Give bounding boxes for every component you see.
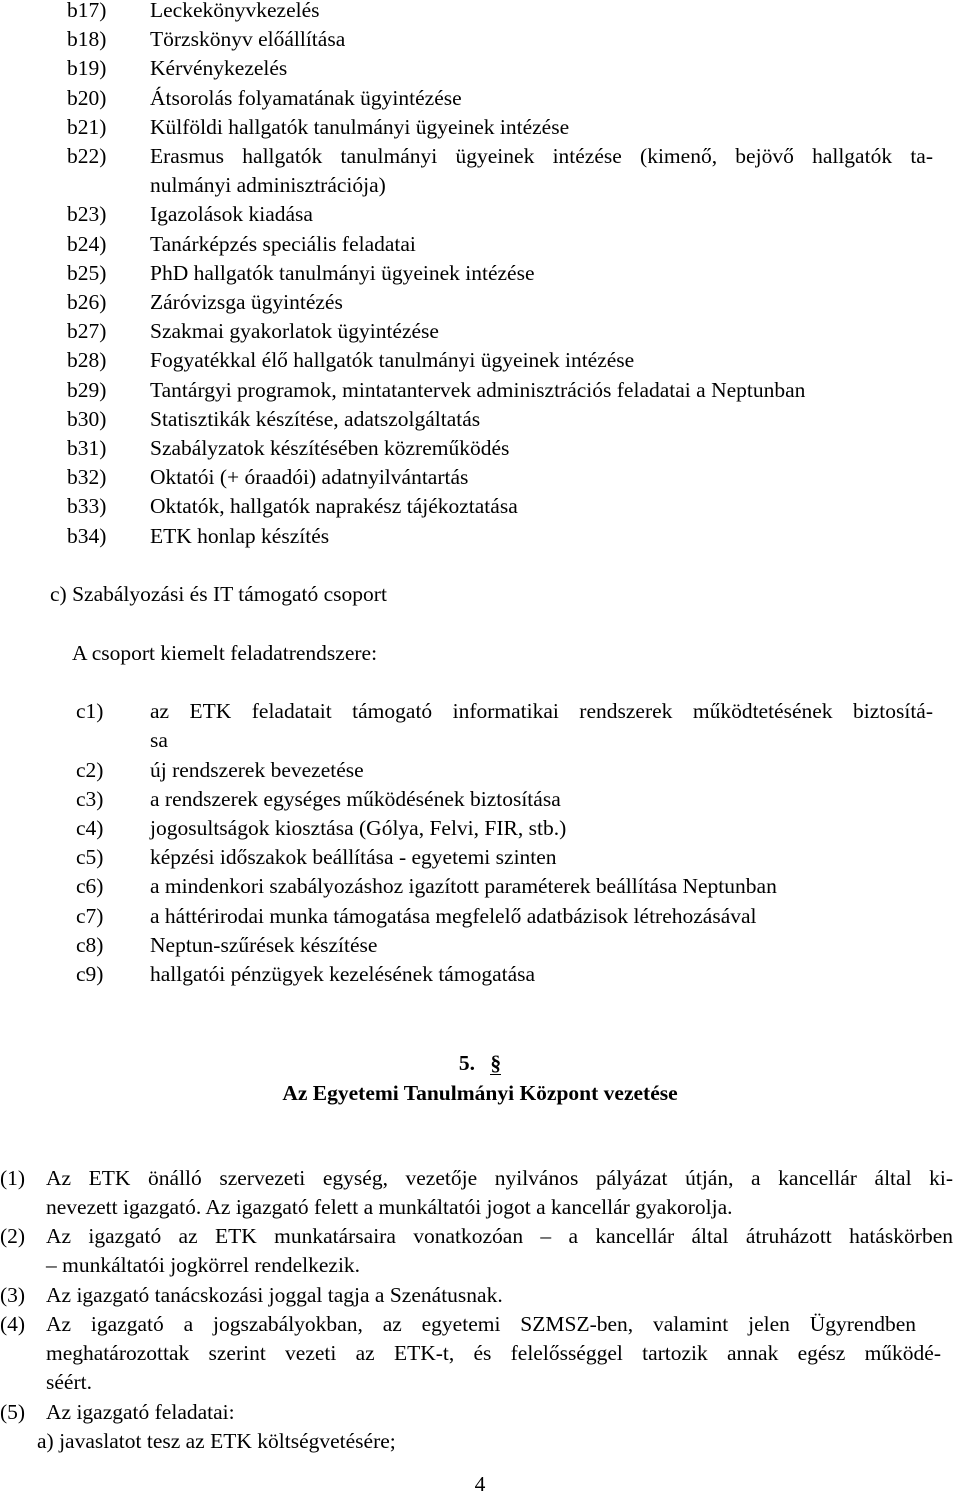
list-item-text: Neptun-szűrések készítése [150, 933, 378, 957]
section-number: 5. [458, 1051, 475, 1075]
list-item-text: Erasmus hallgatók tanulmányi ügyeinek intézése (kimenő, bejövő hallgatók ta- [150, 144, 933, 168]
list-item-text: Külföldi hallgatók tanulmányi ügyeinek intézése [150, 115, 570, 139]
paragraph-label: (3) [0, 1283, 26, 1307]
list-item-text: Fogyatékkal élő hallgatók tanulmányi ügyeinek intézése [150, 348, 635, 372]
list-item-label: c8) [76, 933, 104, 957]
list-item-text-continuation: nulmányi adminisztrációja) [150, 173, 386, 197]
list-item-label: b24) [67, 232, 107, 256]
list-item-text-continuation: sa [150, 728, 168, 752]
paragraph-label: (1) [0, 1166, 26, 1190]
list-item-label: b25) [67, 261, 107, 285]
paragraph-line: Az ETK önálló szervezeti egység, vezetője nyilvános pályázat útján, a kancellár által ki- [46, 1166, 953, 1190]
list-item-text: Szakmai gyakorlatok ügyintézése [150, 319, 439, 343]
list-item-label: b21) [67, 115, 107, 139]
list-item-label: b33) [67, 494, 107, 518]
paragraph-line: Az igazgató tanácskozási joggal tagja a Szenátusnak. [46, 1283, 503, 1307]
list-item-label: c2) [76, 758, 104, 782]
list-item-label: b17) [67, 0, 107, 22]
section-5-number [0, 1049, 960, 1078]
list-item-label: c7) [76, 904, 104, 928]
list-item-label: b28) [67, 348, 107, 372]
list-item-label: b29) [67, 378, 107, 402]
section-c-heading: c) Szabályozási és IT támogató csoport [50, 582, 387, 606]
list-item-text: Oktatói (+ óraadói) adatnyilvántartás [150, 465, 469, 489]
list-item-text: Záróvizsga ügyintézés [150, 290, 343, 314]
list-item-label: b30) [67, 407, 107, 431]
list-item-label: b27) [67, 319, 107, 343]
paragraph-sign: § [490, 1051, 502, 1075]
list-item-text: ETK honlap készítés [150, 524, 330, 548]
paragraph-line: Az igazgató a jogszabályokban, az egyetemi SZMSZ-ben, valamint jelen Ügyrendben [46, 1312, 916, 1336]
paragraph-line: séért. [46, 1370, 92, 1394]
list-item-label: b19) [67, 56, 107, 80]
list-item-text: a mindenkori szabályozáshoz igazított paraméterek beállítása Neptunban [150, 874, 777, 898]
list-item-label: c3) [76, 787, 104, 811]
list-item-label: c1) [76, 699, 104, 723]
list-item-label: b20) [67, 86, 107, 110]
list-item-label: b31) [67, 436, 107, 460]
list-item-text: Tanárképzés speciális feladatai [150, 232, 416, 256]
list-item-label: b26) [67, 290, 107, 314]
paragraph-line: nevezett igazgató. Az igazgató felett a munkáltatói jogot a kancellár gyakorolja. [46, 1195, 733, 1219]
list-item-text: jogosultságok kiosztása (Gólya, Felvi, FIR, stb.) [150, 816, 567, 840]
list-item-text: PhD hallgatók tanulmányi ügyeinek intézése [150, 261, 535, 285]
list-item-label: c9) [76, 962, 104, 986]
list-item-label: c4) [76, 816, 104, 840]
page-number: 4 [474, 1472, 486, 1496]
paragraph-label: (5) [0, 1400, 26, 1424]
list-item-text: Igazolások kiadása [150, 202, 313, 226]
list-item-text: a rendszerek egységes működésének biztosítása [150, 787, 561, 811]
paragraph-label: (4) [0, 1312, 26, 1336]
list-item-text: Leckekönyvkezelés [150, 0, 320, 22]
list-item-label: b22) [67, 144, 107, 168]
paragraph-line: Az igazgató feladatai: [46, 1400, 235, 1424]
paragraph-line: – munkáltatói jogkörrel rendelkezik. [46, 1253, 361, 1277]
list-item-text: új rendszerek bevezetése [150, 758, 364, 782]
list-item-text: hallgatói pénzügyek kezelésének támogatása [150, 962, 536, 986]
list-item-text: a háttérirodai munka támogatása megfelelő adatbázisok létrehozásával [150, 904, 757, 928]
list-item-label: b18) [67, 27, 107, 51]
list-item-label: b23) [67, 202, 107, 226]
sub-item: a) javaslatot tesz az ETK költségvetésére; [37, 1429, 396, 1453]
paragraph-line: meghatározottak szerint vezeti az ETK-t, és felelősséggel tartozik annak egész működé- [46, 1341, 941, 1365]
list-item-text: az ETK feladatait támogató informatikai rendszerek működtetésének biztosítá- [150, 699, 933, 723]
section-5-title: Az Egyetemi Tanulmányi Központ vezetése [282, 1081, 678, 1105]
list-item-label: b34) [67, 524, 107, 548]
list-item-text: képzési időszakok beállítása - egyetemi szinten [150, 845, 557, 869]
list-item-text: Szabályzatok készítésében közreműködés [150, 436, 510, 460]
list-item-text: Tantárgyi programok, mintatantervek adminisztrációs feladatai a Neptunban [150, 378, 806, 402]
paragraph-label: (2) [0, 1224, 26, 1248]
list-item-label: c6) [76, 874, 104, 898]
paragraph-line: Az igazgató az ETK munkatársaira vonatkozóan – a kancellár által átruházott hatáskörben [46, 1224, 953, 1248]
list-item-text: Statisztikák készítése, adatszolgáltatás [150, 407, 481, 431]
list-item-text: Oktatók, hallgatók naprakész tájékoztatása [150, 494, 518, 518]
section-c-intro: A csoport kiemelt feladatrendszere: [72, 641, 378, 665]
list-item-text: Törzskönyv előállítása [150, 27, 346, 51]
list-item-text: Kérvénykezelés [150, 56, 288, 80]
list-item-label: b32) [67, 465, 107, 489]
list-item-text: Átsorolás folyamatának ügyintézése [150, 86, 462, 110]
list-item-label: c5) [76, 845, 104, 869]
